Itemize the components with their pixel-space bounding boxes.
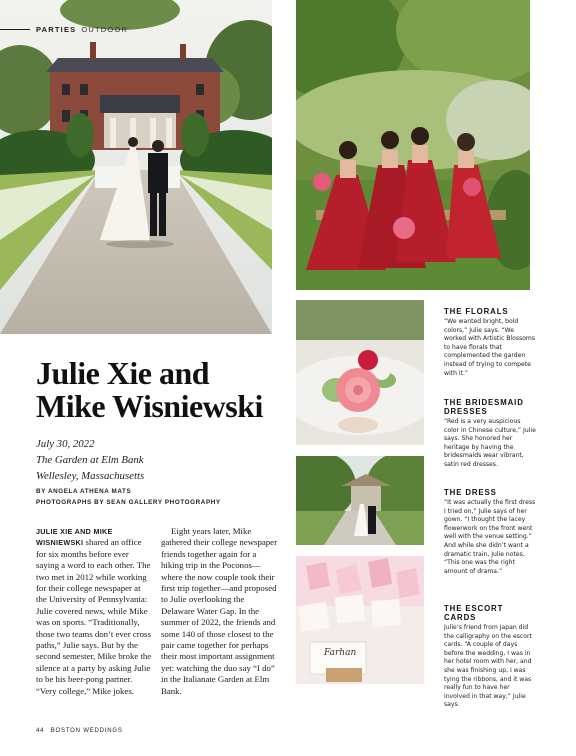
body-lede: JULIE XIE AND MIKE WISNIEWSKI: [36, 527, 113, 548]
bridesmaids-text: “Red is a very auspicious color in Chinese culture,” Julie says. She honored her heritage by having the bridesmaids wear vibrant, satin red dresses.: [444, 418, 536, 468]
sidebar-bridesmaid-dresses: [444, 398, 536, 470]
section-header: [0, 22, 128, 36]
escort-heading: [444, 604, 536, 622]
florals-heading: THE FLORALS: [444, 307, 509, 316]
sidebar-dress: [444, 488, 536, 576]
article-credits: [36, 486, 286, 508]
dress-text: “It was actually the first dress I tried on,” Julie says of her gown. “I thought the lacey flowerwork on the front went well with the venue setting.” And while she didn’t want a dramatic train, Julie notes, “This one was the right amount of drama.”: [444, 499, 536, 575]
photo-credit: PHOTOGRAPHS BY SEAN GALLERY PHOTOGRAPHY: [36, 499, 221, 506]
publication-name: BOSTON WEDDINGS: [50, 728, 123, 734]
event-details: [36, 436, 286, 484]
dress-heading: THE DRESS: [444, 488, 497, 497]
bridesmaids-heading-line-1: THE BRIDESMAID: [444, 398, 524, 407]
florals-text: “We wanted bright, bold colors,” Julie says. “We worked with Artistic Blossoms to have florals that complemented the garden instead of trying to compete with it.”: [444, 318, 536, 377]
bridesmaids-photo: [296, 0, 530, 290]
header-subsection: OUTDOOR: [81, 24, 129, 34]
escort-cards-photo: [296, 556, 424, 684]
page-number: 44: [36, 728, 45, 734]
header-rule: [0, 29, 30, 30]
body-column-1: [36, 526, 153, 697]
escort-heading-line-1: THE ESCORT: [444, 604, 504, 613]
title-line-1: Julie Xie and: [36, 355, 210, 391]
bridesmaids-heading-line-2: DRESSES: [444, 407, 488, 416]
escort-text: Julie’s friend from Japan did the calligraphy on the escort cards. “A couple of days before the wedding, I was in her hotel room with her, and she was finishing up, I was tying the ribbons, and it was really fun to have her involved in that way,” Julie says.: [444, 624, 532, 709]
title-line-2: Mike Wisniewski: [36, 388, 263, 424]
florals-photo: [296, 300, 424, 445]
wedding-venue: The Garden at Elm Bank: [36, 454, 144, 466]
hero-couple-photo: [0, 0, 272, 334]
sidebar-florals: [444, 307, 536, 378]
article-title: [36, 357, 286, 423]
body-column-1-text: shared an office for six months before ever saying a word to each other. The two met in 2012 while working for their college newspaper at the University of Pennsylvania: Julie covered news, while Mike was on sports. “Traditionally, those two teams don’t ever cross paths,” Julie says. But by the second semester, Mike broke the silence at a party by asking Julie to be his beer-pong partner. “Very college,” Mike jokes.: [36, 537, 152, 696]
wedding-location: Wellesley, Massachusetts: [36, 470, 145, 482]
escort-heading-line-2: CARDS: [444, 613, 477, 622]
header-section: PARTIES: [36, 24, 77, 34]
bridesmaids-heading: [444, 398, 536, 416]
escort-card-calligraphy: Farhan: [324, 648, 357, 658]
body-column-2: [161, 526, 279, 697]
sidebar-escort-cards: [444, 604, 536, 710]
byline: BY ANGELA ATHENA MATS: [36, 488, 132, 495]
body-column-2-text: Eight years later, Mike gathered their college newspaper friends together again for a hiking trip in the Poconos—where the now couple took their first trip together—and proposed to Julie overlooking the Delaware Water Gap. In the summer of 2022, the friends and some 140 of those closest to the pair came together for perhaps their most important assignment yet: watching the duo say “I do” in the Italianate Garden at Elm Bank.: [161, 526, 278, 696]
page-footer: [36, 728, 123, 734]
dress-photo: [296, 456, 424, 545]
wedding-date: July 30, 2022: [36, 438, 95, 450]
